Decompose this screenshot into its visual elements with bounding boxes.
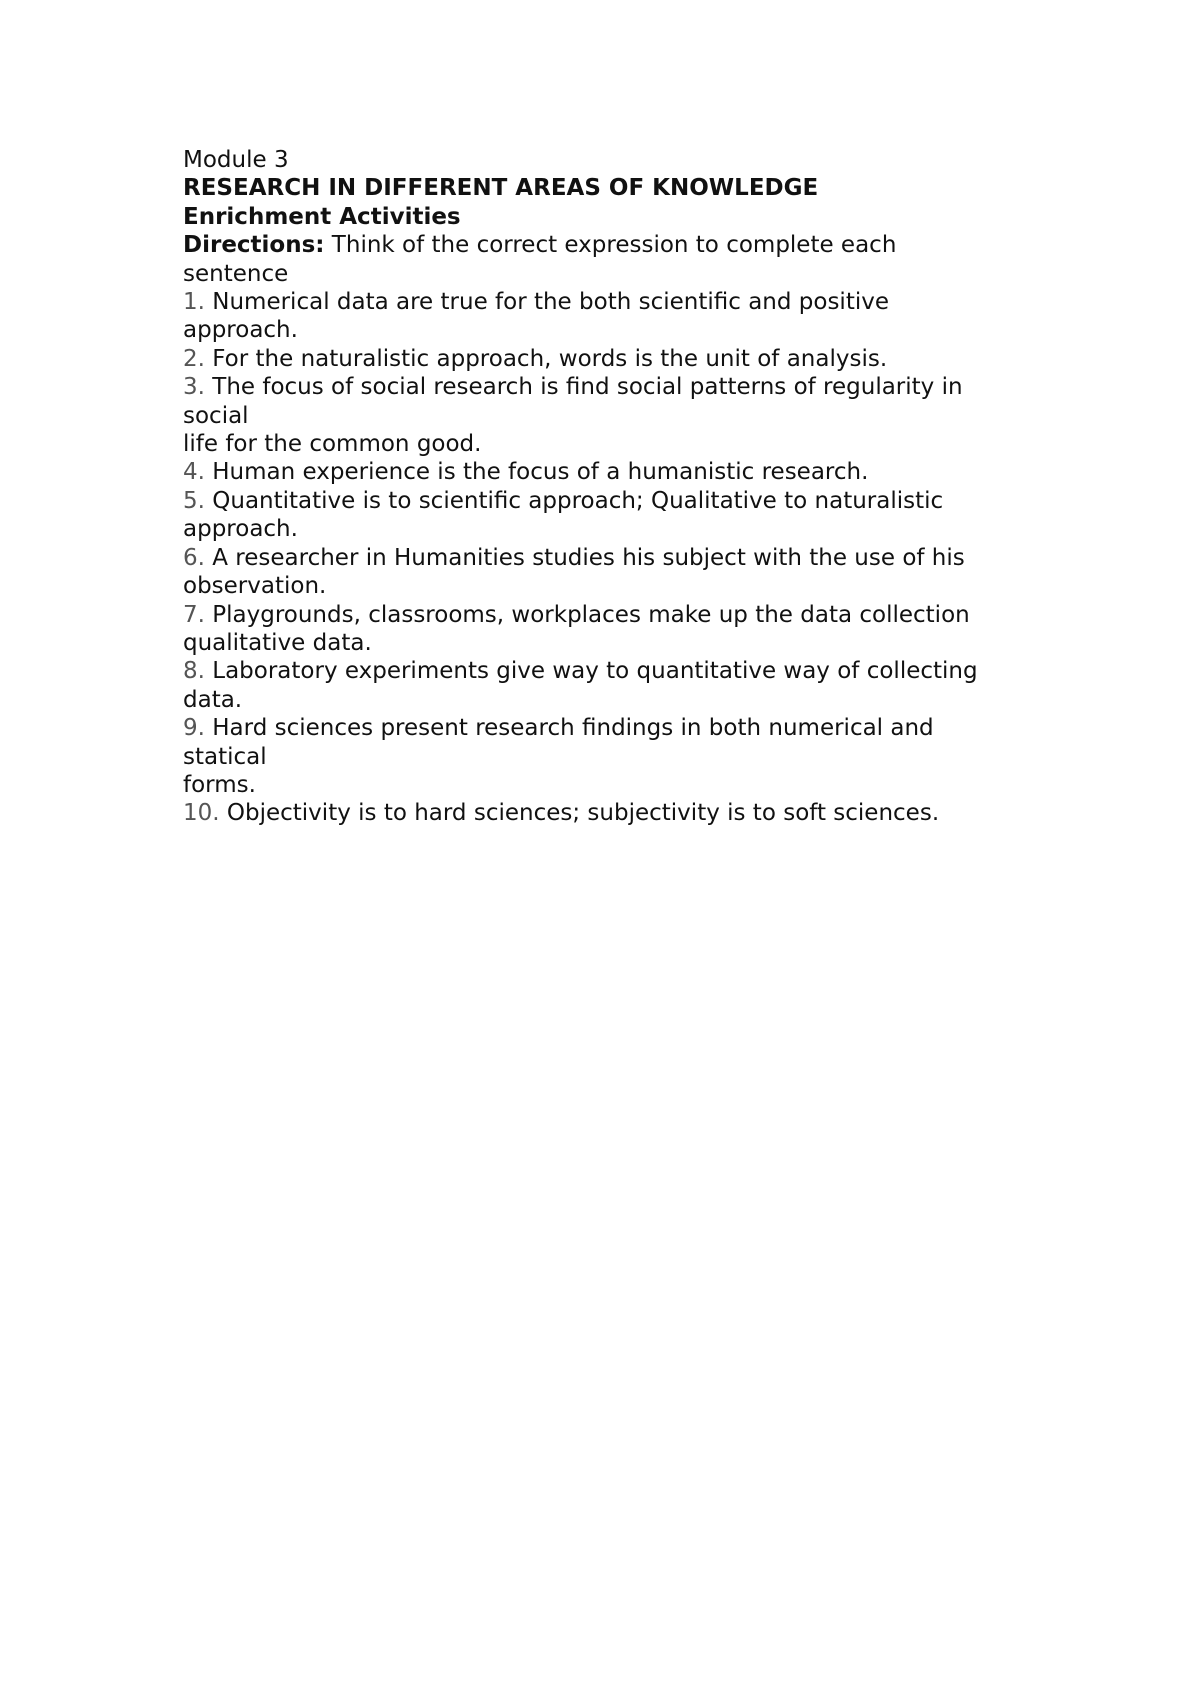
item-text: Quantitative is to scientific approach; Qualitative to naturalistic [204, 487, 944, 514]
list-item-line [183, 373, 1043, 401]
document-subtitle: Enrichment Activities [183, 203, 461, 230]
item-text: A researcher in Humanities studies his subject with the use of his [204, 544, 965, 571]
directions-label: Directions: [183, 232, 325, 259]
document-title: RESEARCH IN DIFFERENT AREAS OF KNOWLEDGE [183, 175, 819, 202]
item-number: 8. [183, 658, 205, 685]
item-text: social [183, 402, 249, 429]
item-text: Playgrounds, classrooms, workplaces make up the data collection [204, 601, 970, 628]
list-item-line [183, 743, 1043, 771]
list-item-line [183, 544, 1043, 572]
item-text: Human experience is the focus of a humanistic research. [204, 459, 869, 486]
list-item-line [183, 799, 1043, 827]
directions-continuation: sentence [183, 260, 289, 287]
list-item-line [183, 288, 1043, 316]
item-text: Laboratory experiments give way to quantitative way of collecting [204, 658, 978, 685]
list-item-line [183, 515, 1043, 543]
item-number: 4. [183, 459, 205, 486]
item-number: 10. [183, 800, 220, 827]
list-item-line [183, 430, 1043, 458]
item-text: forms. [183, 771, 256, 798]
item-number: 1. [183, 289, 205, 316]
item-text: The focus of social research is find social patterns of regularity in [204, 374, 963, 401]
item-number: 5. [183, 487, 205, 514]
list-item-line [183, 572, 1043, 600]
list-item-line [183, 714, 1043, 742]
list-item-line [183, 402, 1043, 430]
item-number: 6. [183, 544, 205, 571]
list-item-line [183, 487, 1043, 515]
item-text: Numerical data are true for the both scientific and positive [204, 289, 889, 316]
list-item-line [183, 771, 1043, 799]
item-text: For the naturalistic approach, words is the unit of analysis. [204, 345, 888, 372]
document-content [183, 146, 1043, 828]
list-item-line [183, 657, 1043, 685]
item-number: 3. [183, 374, 205, 401]
item-text: approach. [183, 317, 298, 344]
directions-text: Think of the correct expression to complete each [324, 232, 897, 259]
item-number: 2. [183, 345, 205, 372]
item-number: 7. [183, 601, 205, 628]
module-label: Module 3 [183, 147, 289, 173]
item-text: observation. [183, 573, 327, 600]
item-text: Hard sciences present research findings in both numerical and [204, 715, 934, 742]
directions-line [183, 231, 1043, 259]
item-text: qualitative data. [183, 629, 372, 656]
list-item-line [183, 601, 1043, 629]
list-item-line [183, 458, 1043, 486]
item-text: Objectivity is to hard sciences; subjectivity is to soft sciences. [219, 800, 940, 827]
item-text: statical [183, 743, 267, 770]
list-item-line [183, 686, 1043, 714]
items-list [183, 288, 1043, 828]
list-item-line [183, 345, 1043, 373]
item-text: data. [183, 686, 243, 713]
list-item-line [183, 629, 1043, 657]
item-text: life for the common good. [183, 431, 482, 458]
item-number: 9. [183, 715, 205, 742]
item-text: approach. [183, 516, 298, 543]
list-item-line [183, 316, 1043, 344]
